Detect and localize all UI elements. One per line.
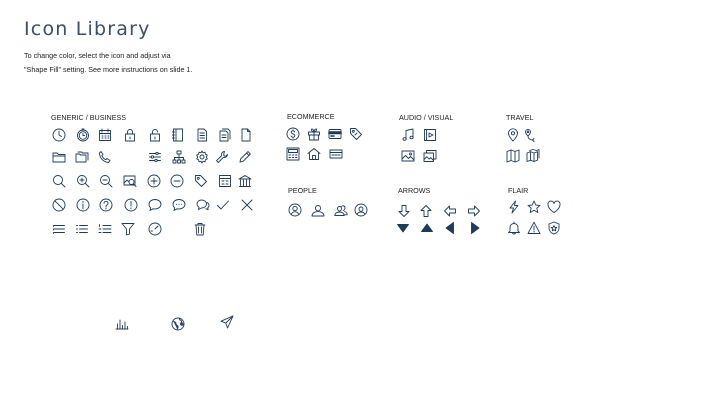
list-icon[interactable]	[52, 222, 66, 236]
list-bullets-icon[interactable]	[75, 222, 89, 236]
ban-icon[interactable]	[52, 198, 66, 212]
folders-icon[interactable]	[75, 150, 89, 164]
group-icon[interactable]	[334, 203, 348, 217]
help-icon[interactable]	[99, 198, 113, 212]
image-search-icon[interactable]	[123, 174, 137, 188]
triangle-down-icon[interactable]	[396, 221, 410, 235]
chat-dots-icon[interactable]	[172, 198, 186, 212]
images-icon[interactable]	[423, 149, 437, 163]
filter-icon[interactable]	[121, 222, 135, 236]
section-travel: TRAVEL	[506, 113, 534, 122]
credit-card-icon[interactable]	[328, 127, 342, 141]
section-generic-business: GENERIC / BUSINESS	[51, 113, 127, 122]
gear-icon[interactable]	[195, 150, 209, 164]
triangle-up-icon[interactable]	[420, 221, 434, 235]
wrench-icon[interactable]	[215, 150, 229, 164]
zoom-in-icon[interactable]	[76, 174, 90, 188]
shield-icon[interactable]	[547, 221, 561, 235]
price-tag-icon[interactable]	[349, 127, 363, 141]
page-title: Icon Library	[24, 18, 151, 40]
star-icon[interactable]	[527, 200, 541, 214]
pencil-icon[interactable]	[238, 150, 252, 164]
gift-icon[interactable]	[307, 127, 321, 141]
documents-icon[interactable]	[218, 128, 232, 142]
globe-icon[interactable]	[171, 317, 185, 331]
sliders-icon[interactable]	[148, 150, 162, 164]
arrow-up-icon[interactable]	[419, 204, 433, 218]
instruction-line-2: "Shape Fill" setting. See more instructions on slide 1.	[24, 65, 193, 74]
calendar-icon[interactable]	[98, 128, 112, 142]
folder-icon[interactable]	[52, 150, 66, 164]
page-icon[interactable]	[239, 128, 253, 142]
checkmark-icon[interactable]	[216, 198, 230, 212]
user-shoulders-icon[interactable]	[311, 203, 325, 217]
map-pin-icon[interactable]	[506, 128, 520, 142]
list-numbered-icon[interactable]	[98, 222, 112, 236]
close-icon[interactable]	[240, 198, 254, 212]
heart-icon[interactable]	[547, 200, 561, 214]
home-icon[interactable]	[307, 147, 321, 161]
triangle-left-icon[interactable]	[443, 221, 457, 235]
image-icon[interactable]	[401, 149, 415, 163]
lock-icon[interactable]	[123, 128, 137, 142]
org-chart-icon[interactable]	[172, 150, 186, 164]
triangle-right-icon[interactable]	[468, 221, 482, 235]
phone-icon[interactable]	[98, 150, 112, 164]
section-people: PEOPLE	[288, 186, 317, 195]
info-icon[interactable]	[76, 198, 90, 212]
section-arrows: ARROWS	[398, 186, 431, 195]
unlock-icon[interactable]	[148, 128, 162, 142]
send-icon[interactable]	[220, 315, 234, 329]
bell-icon[interactable]	[507, 221, 521, 235]
clock-icon[interactable]	[52, 128, 66, 142]
tag-icon[interactable]	[194, 174, 208, 188]
search-icon[interactable]	[52, 174, 66, 188]
video-icon[interactable]	[423, 128, 437, 142]
bank-icon[interactable]	[238, 174, 252, 188]
building-icon[interactable]	[218, 174, 232, 188]
chat-double-icon[interactable]	[196, 198, 210, 212]
route-icon[interactable]	[523, 128, 537, 142]
instruction-line-1: To change color, select the icon and adjust via	[24, 51, 171, 60]
document-icon[interactable]	[195, 128, 209, 142]
minus-circle-icon[interactable]	[170, 174, 184, 188]
arrow-down-icon[interactable]	[397, 204, 411, 218]
calculator-icon[interactable]	[286, 147, 300, 161]
section-flair: FLAIR	[508, 186, 529, 195]
alert-icon[interactable]	[124, 198, 138, 212]
chat-icon[interactable]	[148, 198, 162, 212]
arrow-left-icon[interactable]	[443, 204, 457, 218]
zoom-out-icon[interactable]	[99, 174, 113, 188]
lightning-icon[interactable]	[507, 200, 521, 214]
trash-icon[interactable]	[193, 222, 207, 236]
warning-icon[interactable]	[527, 221, 541, 235]
maps-icon[interactable]	[526, 149, 540, 163]
dollar-coin-icon[interactable]	[286, 127, 300, 141]
arrow-right-icon[interactable]	[467, 204, 481, 218]
user-circle-icon[interactable]	[354, 203, 368, 217]
user-icon[interactable]	[288, 203, 302, 217]
section-ecommerce: ECOMMERCE	[287, 112, 335, 121]
notebook-icon[interactable]	[171, 128, 185, 142]
map-icon[interactable]	[506, 149, 520, 163]
wallet-icon[interactable]	[329, 147, 343, 161]
gauge-icon[interactable]	[148, 222, 162, 236]
stopwatch-icon[interactable]	[76, 128, 90, 142]
bar-chart-icon[interactable]	[115, 316, 129, 330]
music-note-icon[interactable]	[401, 128, 415, 142]
plus-circle-icon[interactable]	[147, 174, 161, 188]
section-audio-visual: AUDIO / VISUAL	[399, 113, 454, 122]
